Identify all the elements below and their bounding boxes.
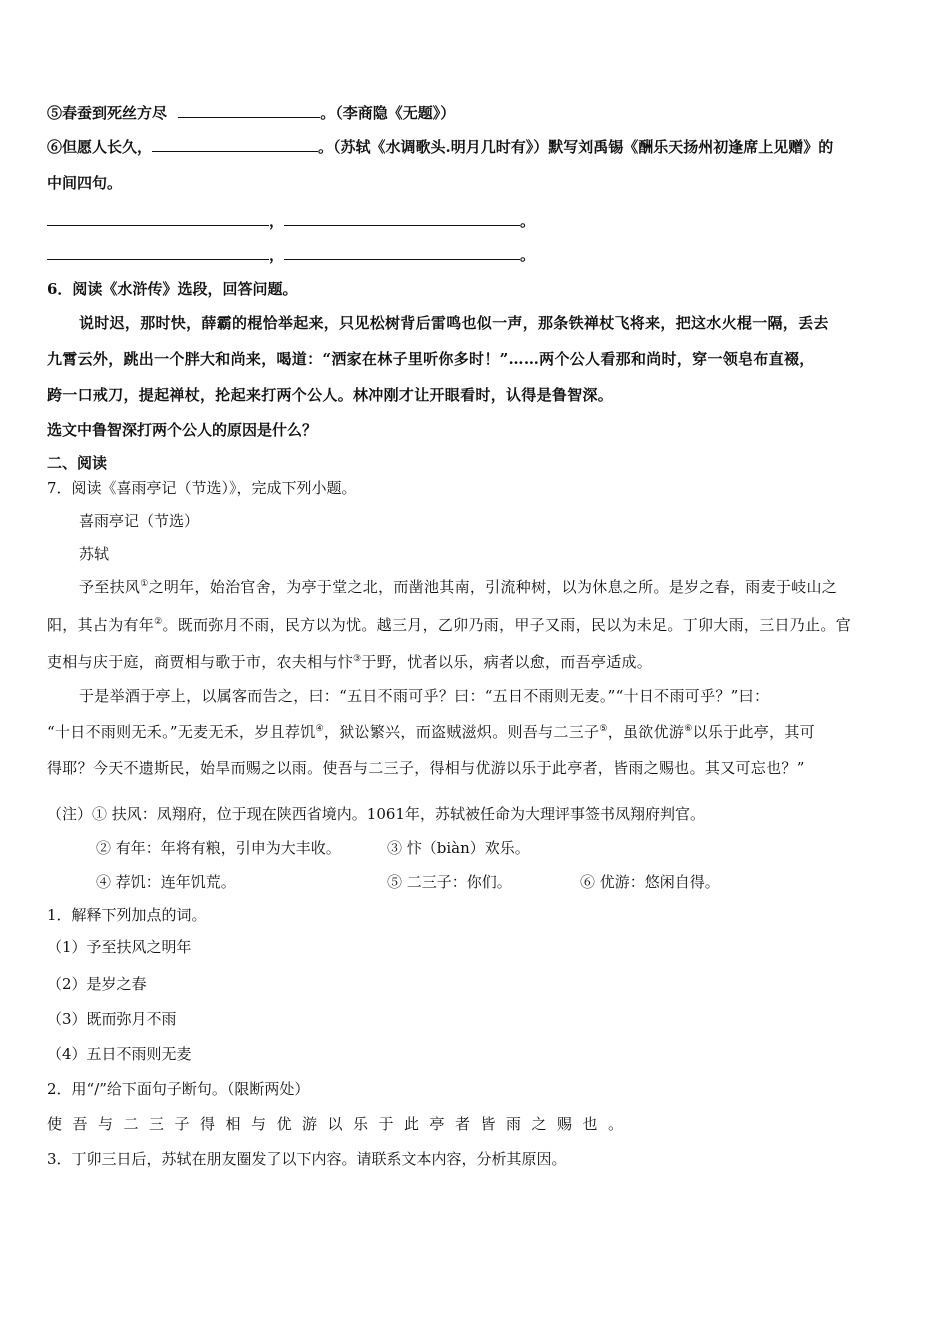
subq1-item: （1）予至扶风之明年: [47, 938, 192, 956]
note-6: ⑥ 优游：悠闲自得。: [580, 873, 720, 891]
q6-question: 选文中鲁智深打两个公人的原因是什么？: [47, 421, 318, 439]
q5-item5: ⑤春蚕到死丝方尽 。（李商隐《无题》）: [47, 104, 456, 122]
section-heading: 二、阅读: [47, 454, 108, 472]
subq1-item: （3）既而弥月不雨: [47, 1010, 177, 1028]
q5-answer-line-2: ， 。: [47, 245, 535, 265]
q7-title: 7．阅读《喜雨亭记（节选）》，完成下列小题。: [47, 479, 357, 497]
q5-item6: ⑥但愿人长久， 。（苏轼《水调歌头.明月几时有》）默写刘禹锡《酬乐天扬州初逢席上见赠》的: [47, 138, 834, 156]
subq3-title: 3．丁卯三日后，苏轼在朋友圈发了以下内容。请联系文本内容，分析其原因。: [47, 1150, 567, 1168]
q6-passage-line: 九霄云外，跳出一个胖大和尚来，喝道：“洒家在林子里听你多时！”……两个公人看那和尚时，穿一领皂布直裰，: [47, 350, 815, 368]
q6-passage-line: 跨一口戒刀，提起禅杖，抡起来打两个公人。林冲刚才让开眼看时，认得是鲁智深。: [47, 386, 614, 404]
note-4: ④ 荐饥：连年饥荒。: [96, 873, 236, 891]
note-3: ③ 忭（biàn）欢乐。: [387, 839, 530, 857]
subq1-item: （2）是岁之春: [47, 975, 147, 993]
footnote-ref: ②: [154, 617, 163, 627]
note-1: （注）① 扶风：凤翔府，位于现在陕西省境内。1061年，苏轼被任命为大理评事签书凤翔府判官。: [47, 805, 705, 823]
note-5: ⑤ 二三子：你们。: [387, 873, 512, 891]
answer-blank[interactable]: [47, 211, 269, 226]
essay-author: 苏轼: [79, 545, 110, 563]
subq1-title: 1．解释下列加点的词。: [47, 906, 207, 924]
answer-blank[interactable]: [152, 137, 318, 152]
footnote-ref: ③: [353, 654, 362, 664]
essay-line: 阳，其占为有年②。既而弥月不雨，民方以为忧。越三月，乙卯乃雨，甲子又雨，民以为未足。丁卯大雨，三日乃止。官: [47, 616, 851, 634]
footnote-ref: ④: [315, 724, 324, 734]
essay-line: 吏相与庆于庭，商贾相与歌于市，农夫相与忭③于野，忧者以乐，病者以愈，而吾亭适成。: [47, 653, 653, 671]
subq1-item: （4）五日不雨则无麦: [47, 1045, 192, 1063]
essay-line: 于是举酒于亭上，以属客而告之，曰：“五日不雨可乎？曰：“五日不雨则无麦。”“十日不雨可乎？”曰：: [79, 687, 770, 705]
answer-blank[interactable]: [178, 103, 320, 118]
subq2-sentence: 使吾与二三子得相与优游以乐于此亭者皆雨之赐也。: [47, 1115, 634, 1133]
footnote-ref: ⑤: [599, 724, 608, 734]
essay-line: 得耶？今天不遗斯民，始旱而赐之以雨。使吾与二三子，得相与优游以乐于此亭者，皆雨之赐也。其又可忘也？”: [47, 759, 805, 777]
essay-line: “十日不雨则无禾。”无麦无禾，岁且荐饥④，狱讼繁兴，而盗贼滋炽。则吾与二三子⑤，虽欲优游⑥以乐于此亭，其可: [47, 723, 815, 741]
footnote-ref: ①: [140, 579, 149, 589]
answer-blank[interactable]: [284, 211, 520, 226]
essay-title: 喜雨亭记（节选）: [79, 512, 200, 530]
subq2-title: 2．用“/”给下面句子断句。（限断两处）: [47, 1080, 310, 1098]
q6-passage-line: 说时迟，那时快，薛霸的棍恰举起来，只见松树背后雷鸣也似一声，那条铁禅杖飞将来，把这水火棍一隔，丢去: [79, 314, 829, 332]
answer-blank[interactable]: [284, 245, 520, 260]
q6-title: 6．阅读《水浒传》选段，回答问题。: [47, 280, 298, 298]
q5-item6-cont: 中间四句。: [47, 174, 123, 192]
note-2: ② 有年：年将有粮，引申为大丰收。: [96, 839, 341, 857]
q5-answer-line-1: ， 。: [47, 211, 535, 231]
essay-line: 予至扶风①之明年，始治官舍，为亭于堂之北，而凿池其南，引流种树，以为休息之所。是岁之春，雨麦于岐山之: [79, 578, 838, 596]
footnote-ref: ⑥: [684, 724, 693, 734]
answer-blank[interactable]: [47, 245, 269, 260]
